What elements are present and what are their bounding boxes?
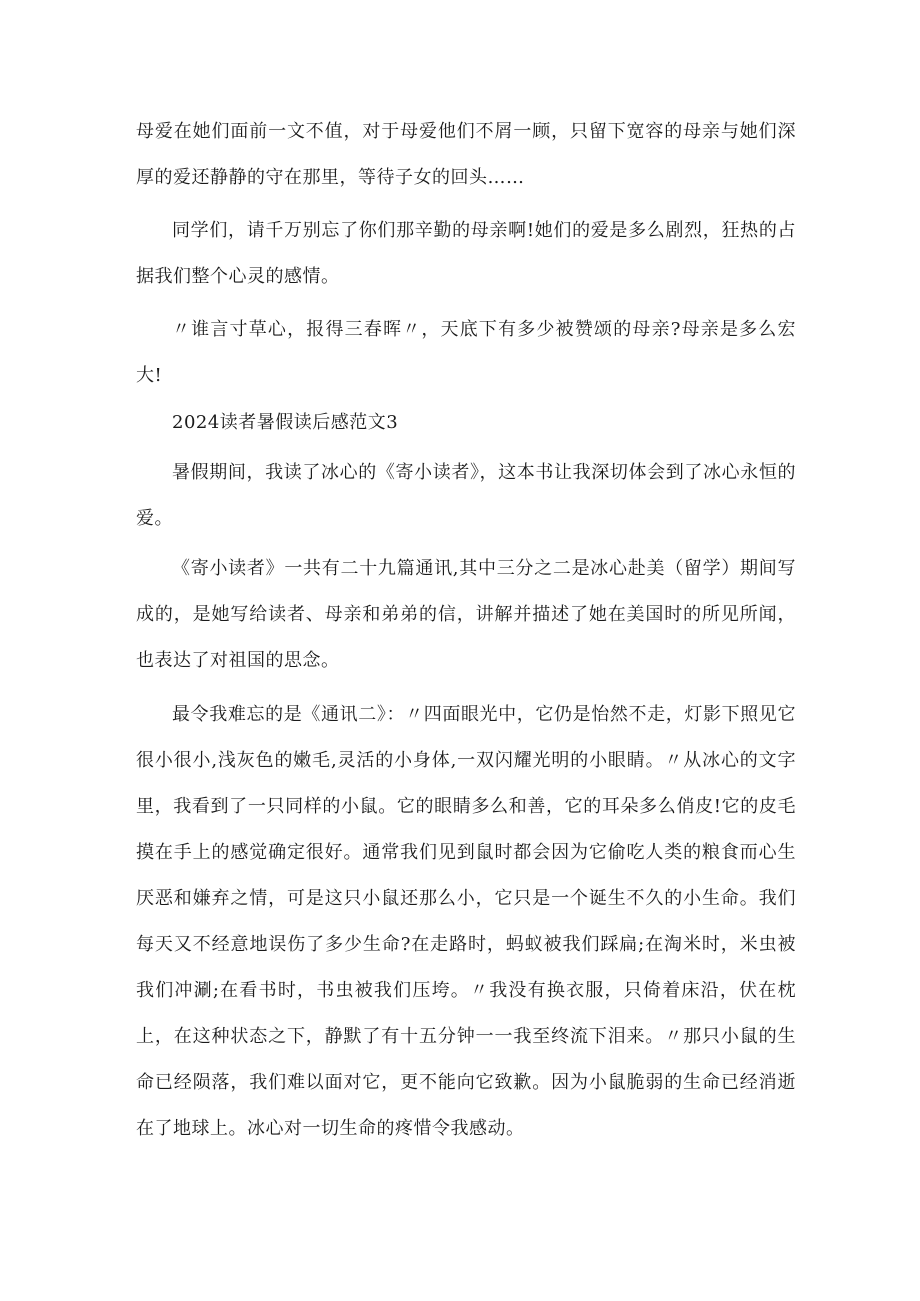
paragraph-1: 母爱在她们面前一文不值，对于母爱他们不屑一顾，只留下宽容的母亲与她们深厚的爱还静静的守在那里，等待子女的回头…… (136, 121, 796, 188)
paragraph-4: 暑假期间，我读了冰心的《寄小读者》，这本书让我深切体会到了冰心永恒的爱。 (136, 462, 796, 529)
section-heading: 2024读者暑假读后感范文3 (172, 412, 399, 433)
paragraph-6: 最令我难忘的是《通讯二》：〃四面眼光中，它仍是怡然不走，灯影下照见它很小很小,浅灰色的嫩毛,灵活的小身体,一双闪耀光明的小眼睛。〃从冰心的文字里，我看到了一只同样的小鼠。它的眼睛多么和善，它的耳朵多么俏皮!它的皮毛摸在手上的感觉确定很好。通常我们见到鼠时都会因为它偷吃人类的粮食而心生厌恶和嫌弃之情，可是这只小鼠还那么小，它只是一个诞生不久的小生命。我们每天又不经意地误伤了多少生命?在走路时，蚂蚁被我们踩扁;在淘米时，米虫被我们冲涮;在看书时，书虫被我们压垮。〃我没有换衣服，只倚着床沿，伏在枕上，在这种状态之下，静默了有十五分钟一一我至终流下泪来。〃那只小鼠的生命已经陨落，我们难以面对它，更不能向它致歉。因为小鼠脆弱的生命已经消逝在了地球上。冰心对一切生命的疼惜令我感动。 (136, 704, 796, 1139)
paragraph-3: 〃谁言寸草心，报得三春晖〃，天底下有多少被赞颂的母亲?母亲是多么宏大! (136, 319, 796, 386)
paragraph-2: 同学们，请千万别忘了你们那辛勤的母亲啊!她们的爱是多么剧烈，狂热的占据我们整个心灵的感情。 (136, 220, 796, 287)
paragraph-5: 《寄小读者》一共有二十九篇通讯,其中三分之二是冰心赴美（留学）期间写成的，是她写给读者、母亲和弟弟的信，讲解并描述了她在美国时的所见所闻，也表达了对祖国的思念。 (136, 558, 796, 671)
